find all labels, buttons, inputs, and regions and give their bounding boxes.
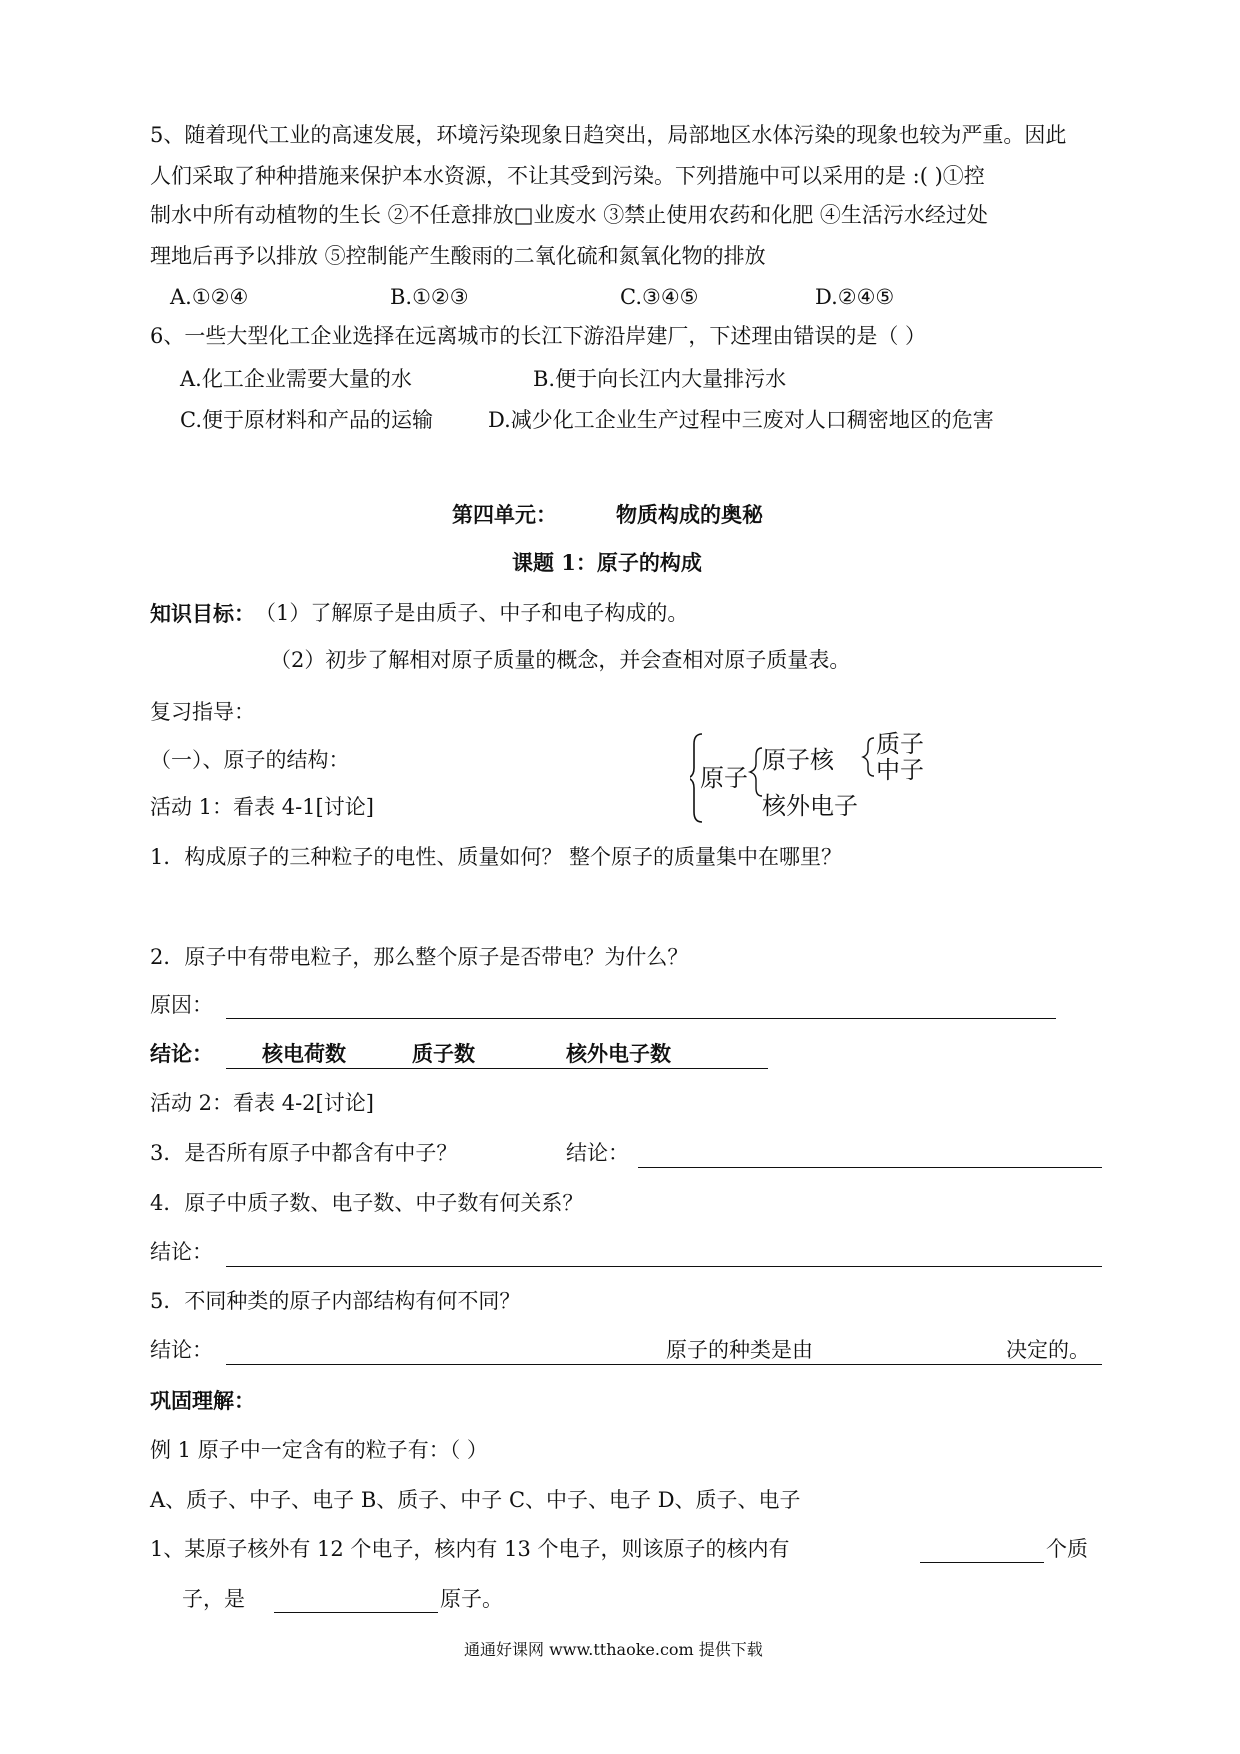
- exercise-1-blank-2: [274, 1612, 438, 1613]
- conclusion-electron-number: 核外电子数: [566, 1041, 671, 1066]
- q6-option-d: D.减少化工企业生产过程中三废对人口稠密地区的危害: [488, 408, 994, 432]
- q5-option-c: C.③④⑤: [620, 285, 699, 309]
- activity-2: 活动 2：看表 4-2[讨论]: [150, 1091, 374, 1115]
- review-guide: 复习指导：: [150, 700, 255, 724]
- q5-line-2: 人们采取了种种措施来保护本水资源，不让其受到污染。下列措施中可以采用的是 :( )①控: [150, 164, 985, 188]
- conclusion-proton-number: 质子数: [412, 1041, 475, 1066]
- unit-name: 物质构成的奥秘: [616, 502, 763, 527]
- goals-item-1: （1）了解原子是由质子、中子和电子构成的。: [255, 601, 689, 625]
- q5-line-4: 理地后再予以排放 ⑤控制能产生酸雨的二氧化硫和氮氧化物的排放: [150, 244, 766, 268]
- question-1: 1．构成原子的三种粒子的电性、质量如何？ 整个原子的质量集中在哪里？: [150, 845, 843, 869]
- conclusion-underline: [226, 1068, 768, 1069]
- q6-option-b: B.便于向长江内大量排污水: [533, 367, 787, 391]
- reason-answer-line: [226, 1018, 1056, 1019]
- example-1-options: A、质子、中子、电子 B、质子、中子 C、中子、电子 D、质子、电子: [150, 1488, 801, 1512]
- exercise-1-part-3: 子，是: [182, 1587, 245, 1611]
- q3-answer-line: [638, 1167, 1102, 1168]
- q6-option-a: A.化工企业需要大量的水: [180, 367, 412, 391]
- diagram-atom: 原子: [700, 764, 748, 792]
- question-3: 3．是否所有原子中都含有中子？: [150, 1141, 458, 1165]
- q5-option-a: A.①②④: [170, 285, 249, 309]
- q5-line-3: 制水中所有动植物的生长 ②不任意排放□业废水 ③禁止使用农药和化肥 ④生活污水经过处: [150, 203, 988, 227]
- question-2: 2．原子中有带电粒子，那么整个原子是否带电？为什么？: [150, 945, 689, 969]
- conclusion-label: 结论：: [150, 1041, 213, 1066]
- exercise-1-blank-1: [920, 1562, 1044, 1563]
- goals-label: 知识目标：: [150, 601, 255, 626]
- q5-option-b: B.①②③: [390, 285, 469, 309]
- reason-label: 原因：: [150, 993, 213, 1017]
- diagram-electron: 核外电子: [762, 792, 858, 820]
- section-atom-structure: （一）、原子的结构：: [150, 748, 350, 772]
- q4-conclusion-label: 结论：: [150, 1240, 213, 1264]
- activity-1: 活动 1：看表 4-1[讨论]: [150, 795, 374, 819]
- q5-tail-a: 原子的种类是由: [666, 1338, 813, 1362]
- exercise-1-part-2: 个质: [1046, 1537, 1088, 1561]
- exercise-1-part-4: 原子。: [440, 1587, 503, 1611]
- q5-option-d: D.②④⑤: [815, 285, 895, 309]
- goals-item-2: （2）初步了解相对原子质量的概念，并会查相对原子质量表。: [270, 648, 851, 672]
- example-1: 例 1 原子中一定含有的粒子有：（ ）: [150, 1438, 488, 1462]
- q5-conclusion-label: 结论：: [150, 1338, 213, 1362]
- question-5: 5．不同种类的原子内部结构有何不同？: [150, 1289, 521, 1313]
- diagram-neutron: 中子: [876, 756, 924, 784]
- atom-structure-diagram: [690, 728, 950, 828]
- q5-answer-line: [226, 1364, 1102, 1365]
- q6-option-c: C.便于原材料和产品的运输: [180, 408, 433, 432]
- conclusion-nuclear-charge: 核电荷数: [262, 1041, 346, 1066]
- q5-tail-b: 决定的。: [1006, 1338, 1090, 1362]
- diagram-proton: 质子: [876, 730, 924, 758]
- page-footer: 通通好课网 www.tthaoke.com 提供下载: [464, 1640, 763, 1659]
- q6-stem: 6、一些大型化工企业选择在远离城市的长江下游沿岸建厂，下述理由错误的是（ ）: [150, 324, 927, 348]
- q3-conclusion-label: 结论：: [566, 1141, 629, 1165]
- question-4: 4．原子中质子数、电子数、中子数有何关系？: [150, 1191, 584, 1215]
- q5-line-1: 5、随着现代工业的高速发展，环境污染现象日趋突出，局部地区水体污染的现象也较为严重。因此: [150, 123, 1067, 147]
- lesson-title: 课题 1：原子的构成: [512, 550, 702, 575]
- consolidate-label: 巩固理解：: [150, 1388, 255, 1413]
- q4-answer-line: [226, 1266, 1102, 1267]
- diagram-nucleus: 原子核: [762, 746, 834, 774]
- unit-label: 第四单元：: [452, 502, 557, 527]
- exercise-1-part-1: 1、某原子核外有 12 个电子，核内有 13 个电子，则该原子的核内有: [150, 1537, 790, 1561]
